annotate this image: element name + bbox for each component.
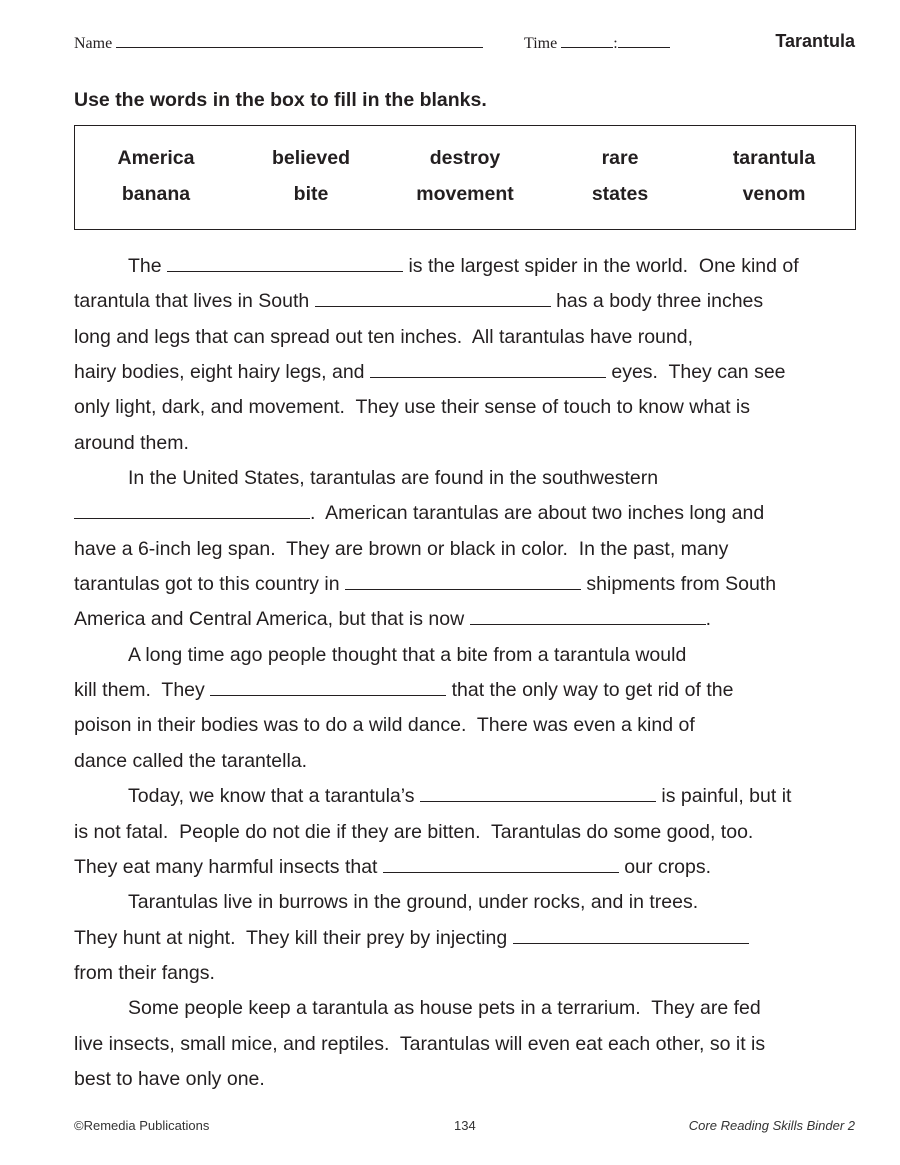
passage-line xyxy=(74,815,864,850)
passage-text: kill them. They xyxy=(74,679,211,702)
passage-line xyxy=(74,496,864,531)
passage-text: Some people keep a tarantula as house pets in a terrarium. They are fed xyxy=(128,997,761,1020)
instructions: Use the words in the box to fill in the blanks. xyxy=(74,89,487,111)
passage-text: is not fatal. People do not die if they are bitten. Tarantulas do some good, too. xyxy=(74,820,754,843)
passage-text: from their fangs. xyxy=(74,961,215,984)
passage-text: Today, we know that a tarantula’s xyxy=(128,785,420,808)
passage-line xyxy=(74,850,864,885)
word-bank-item: bite xyxy=(293,183,329,205)
passage-text: . xyxy=(705,608,712,631)
passage-line xyxy=(74,708,864,743)
passage-line xyxy=(74,885,864,920)
time-label: Time xyxy=(524,35,558,52)
word-bank-item: believed xyxy=(271,147,351,169)
time-separator: : xyxy=(613,35,618,52)
footer-publisher: ©Remedia Publications xyxy=(74,1118,210,1133)
word-bank-item: America xyxy=(117,147,195,169)
fill-in-blank[interactable] xyxy=(74,504,310,519)
passage-text: have a 6-inch leg span. They are brown or black in color. In the past, many xyxy=(74,537,729,560)
fill-in-blank[interactable] xyxy=(345,575,581,590)
fill-in-blank[interactable] xyxy=(315,292,551,307)
passage-text: eyes. They can see xyxy=(605,361,786,384)
word-bank-item: banana xyxy=(121,183,191,205)
fill-in-blank[interactable] xyxy=(370,363,606,378)
fill-in-blank[interactable] xyxy=(383,858,619,873)
name-input-line[interactable] xyxy=(116,33,483,48)
passage-text: shipments from South xyxy=(580,573,777,596)
passage-text: In the United States, tarantulas are found in the southwestern xyxy=(128,467,659,490)
passage-text: only light, dark, and movement. They use their sense of touch to know what is xyxy=(74,396,750,419)
passage-line xyxy=(74,956,864,991)
passage-line xyxy=(74,426,864,461)
passage-line xyxy=(74,284,864,319)
passage-line xyxy=(74,744,864,779)
passage-line xyxy=(74,1027,864,1062)
passage-text: is painful, but it xyxy=(655,785,792,808)
passage-text: best to have only one. xyxy=(74,1067,265,1090)
passage-line xyxy=(74,532,864,567)
name-label: Name xyxy=(74,35,113,52)
passage-line xyxy=(74,673,864,708)
word-bank-item: tarantula xyxy=(732,147,816,169)
passage-text: long and legs that can spread out ten inches. All tarantulas have round, xyxy=(74,325,694,348)
time-hours-line[interactable] xyxy=(561,33,613,48)
passage-text: They hunt at night. They kill their prey by injecting xyxy=(74,926,513,949)
passage-line xyxy=(74,355,864,390)
word-box xyxy=(74,125,856,230)
passage-text: around them. xyxy=(74,431,189,454)
passage-text: that the only way to get rid of the xyxy=(446,679,734,702)
word-bank-item: venom xyxy=(742,183,806,205)
fill-in-blank[interactable] xyxy=(513,929,749,944)
passage-text: tarantulas got to this country in xyxy=(74,573,345,596)
word-bank-item: destroy xyxy=(429,147,501,169)
footer-book-title: Core Reading Skills Binder 2 xyxy=(688,1118,855,1133)
time-field xyxy=(524,33,670,53)
word-bank-item: rare xyxy=(601,147,639,169)
fill-in-blank[interactable] xyxy=(167,257,403,272)
time-minutes-line[interactable] xyxy=(618,33,670,48)
passage-line xyxy=(74,461,864,496)
passage xyxy=(74,249,864,1097)
passage-text: America and Central America, but that is now xyxy=(74,608,470,631)
worksheet-title: Tarantula xyxy=(775,31,855,51)
word-bank-item: movement xyxy=(416,183,514,205)
passage-text: live insects, small mice, and reptiles. Tarantulas will even eat each other, so it is xyxy=(74,1032,766,1055)
passage-text: hairy bodies, eight hairy legs, and xyxy=(74,361,370,384)
passage-text: Tarantulas live in burrows in the ground, under rocks, and in trees. xyxy=(128,891,699,914)
passage-text: They eat many harmful insects that xyxy=(74,855,383,878)
passage-text: our crops. xyxy=(618,855,712,878)
passage-line xyxy=(74,602,864,637)
passage-text: A long time ago people thought that a bite from a tarantula would xyxy=(128,643,687,666)
fill-in-blank[interactable] xyxy=(470,610,706,625)
footer-page-number: 134 xyxy=(454,1118,476,1133)
passage-line xyxy=(74,779,864,814)
passage-line xyxy=(74,567,864,602)
passage-line xyxy=(74,991,864,1026)
fill-in-blank[interactable] xyxy=(210,681,446,696)
passage-text: The xyxy=(128,255,168,277)
fill-in-blank[interactable] xyxy=(420,787,656,802)
passage-text: is the largest spider in the world. One kind of xyxy=(403,255,799,277)
passage-text: poison in their bodies was to do a wild dance. There was even a kind of xyxy=(74,714,695,737)
passage-line xyxy=(74,249,864,284)
passage-line xyxy=(74,921,864,956)
passage-text: tarantula that lives in South xyxy=(74,290,315,313)
passage-text: dance called the tarantella. xyxy=(74,749,308,772)
passage-line xyxy=(74,638,864,673)
passage-line xyxy=(74,1062,864,1097)
passage-line xyxy=(74,390,864,425)
name-field xyxy=(74,33,483,53)
passage-text: has a body three inches xyxy=(550,290,764,313)
word-bank-item: states xyxy=(591,183,649,205)
passage-text: . American tarantulas are about two inches long and xyxy=(310,502,765,525)
passage-line xyxy=(74,320,864,355)
